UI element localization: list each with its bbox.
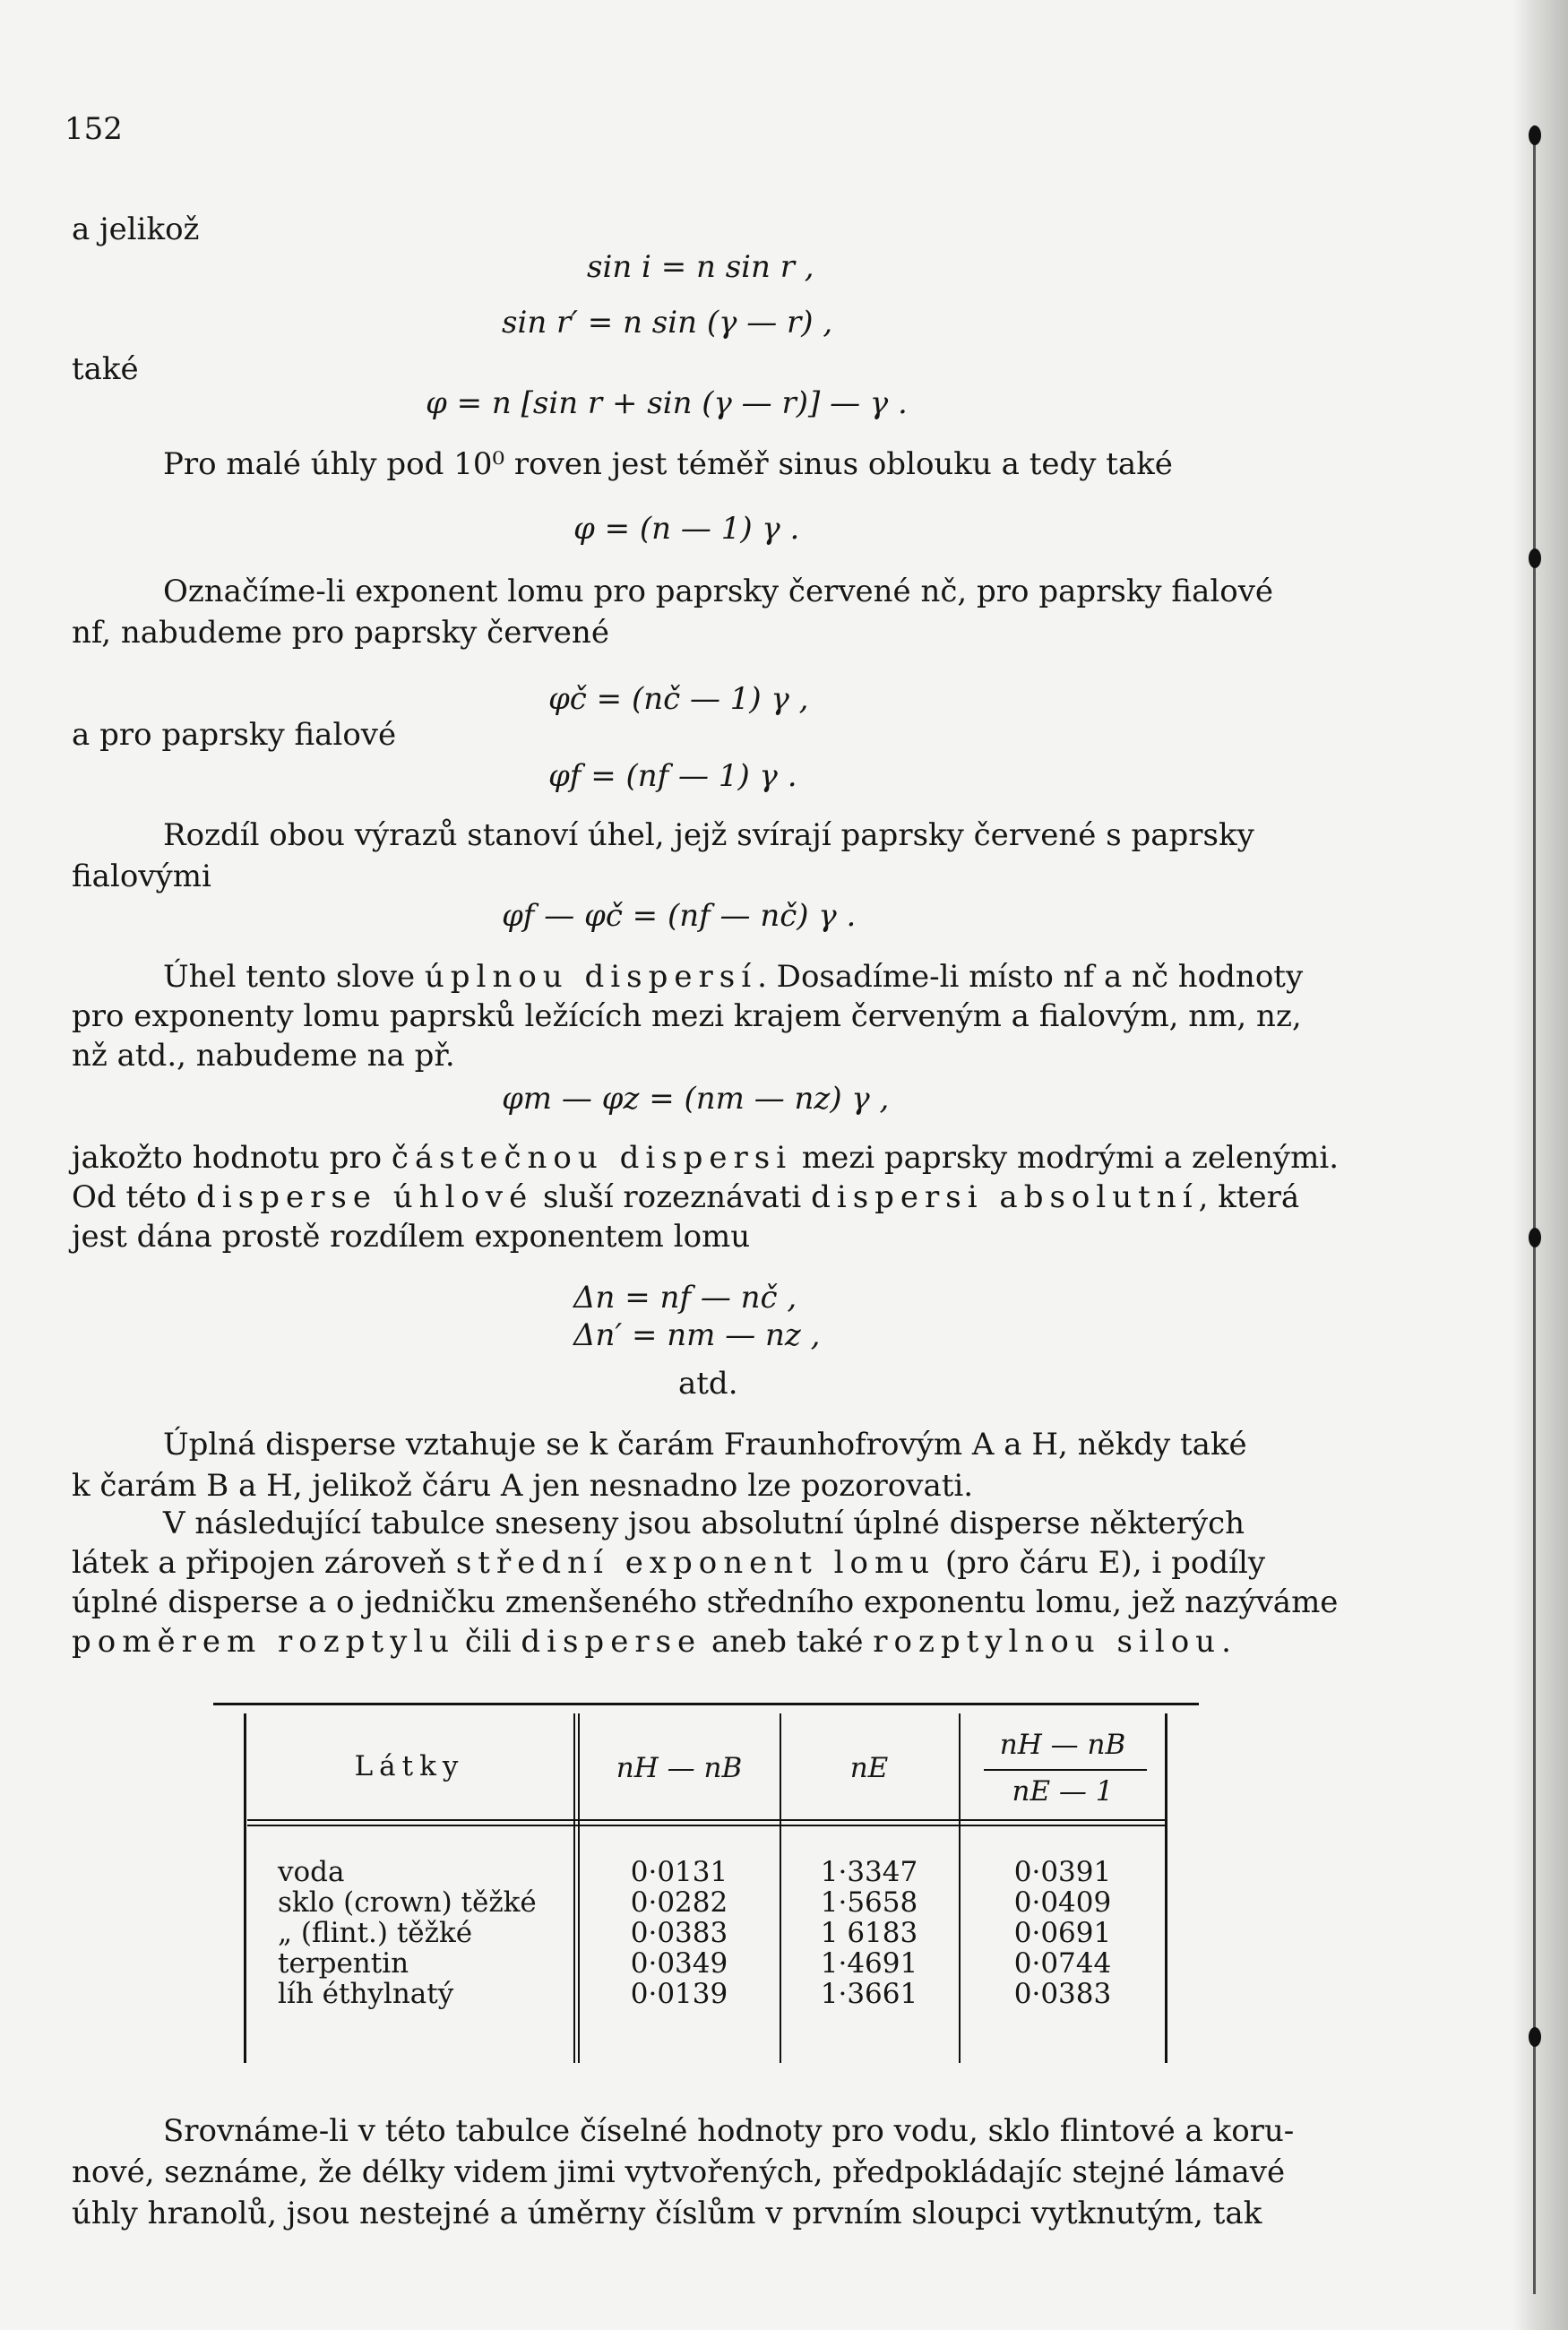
table-cell-ratio: 0·0409 [1013, 1886, 1112, 1919]
table-cell-name: terpentin [278, 1947, 409, 1980]
equation: φ = (n — 1) γ . [573, 511, 800, 547]
text-line: jest dána prostě rozdílem exponentem lomu [72, 1219, 751, 1255]
equation: sin i = n sin r , [587, 249, 814, 285]
spaced-term: poměrem rozptylu [72, 1624, 456, 1660]
text-line: V následující tabulce sneseny jsou absolutní úplné disperse některých [163, 1506, 1245, 1541]
text-line: úplné disperse a o jedničku zmenšeného středního exponentu lomu, jež nazýváme [72, 1584, 1339, 1620]
column-header-numerator: nH — nB [999, 1729, 1126, 1761]
text-line: a jelikož [72, 211, 200, 247]
text-line: také [72, 351, 139, 387]
spaced-term: disperse úhlové [196, 1179, 534, 1215]
edge-mark [1529, 548, 1541, 568]
edge-mark [1529, 1228, 1541, 1247]
edge-mark [1529, 125, 1541, 145]
text-line: k čarám B a H, jelikož čáru A jen nesnadno lze pozorovati. [72, 1468, 974, 1504]
spaced-term: disperse [521, 1624, 702, 1660]
table-cell-ratio: 0·0391 [1013, 1856, 1112, 1888]
equation: φ = n [sin r + sin (γ — r)] — γ . [426, 385, 908, 421]
page-edge-shadow [1512, 0, 1568, 2330]
table-cell-diff: 0·0349 [630, 1947, 728, 1980]
page-number: 152 [65, 111, 123, 147]
column-header: nH — nB [616, 1752, 743, 1784]
table-cell-name: „ (flint.) těžké [278, 1917, 473, 1949]
table-cell-name: sklo (crown) těžké [278, 1886, 537, 1919]
table-cell-diff: 0·0139 [630, 1978, 728, 2010]
binding-edge-line [1533, 125, 1536, 2294]
table-cell-ne: 1·5658 [820, 1886, 918, 1919]
text-line: Srovnáme-li v této tabulce číselné hodnoty pro vodu, sklo flintové a koru- [163, 2113, 1295, 2149]
table-cell-ne: 1·3347 [820, 1856, 918, 1888]
equation: sin r′ = n sin (γ — r) , [502, 305, 833, 341]
table-cell-diff: 0·0282 [630, 1886, 728, 1919]
table-cell-name: líh éthylnatý [278, 1978, 454, 2010]
table-cell-name: voda [278, 1856, 345, 1888]
text-line: nf, nabudeme pro paprsky červené [72, 615, 609, 651]
table-cell-ratio: 0·0383 [1013, 1978, 1112, 2010]
text-line: úhly hranolů, jsou nestejné a úměrny číslům v prvním sloupci vytknutým, tak [72, 2196, 1262, 2231]
text-line: Od této disperse úhlové sluší rozeznávati dispersi absolutní, která [72, 1179, 1300, 1215]
text-line: Označíme-li exponent lomu pro paprsky červené nč, pro paprsky fialové [163, 574, 1274, 609]
text-line: poměrem rozptylu čili disperse aneb také rozptylnou silou. [72, 1624, 1231, 1660]
text-line: pro exponenty lomu paprsků ležících mezi krajem červeným a fialovým, nm, nz, [72, 998, 1302, 1034]
table-cell-ne: 1·3661 [820, 1978, 918, 2010]
table-cell-ratio: 0·0691 [1013, 1917, 1112, 1949]
table-cell-ne: 1 6183 [820, 1917, 918, 1949]
text-line: fialovými [72, 859, 211, 894]
equation: φf = (nf — 1) γ . [548, 758, 797, 794]
column-header-denominator: nE — 1 [1012, 1775, 1114, 1808]
text-line: látek a připojen zároveň střední exponent lomu (pro čáru E), i podíly [72, 1545, 1266, 1581]
equation-etc: atd. [678, 1366, 738, 1402]
text-line: Rozdíl obou výrazů stanoví úhel, jejž svírají paprsky červené s paprsky [163, 817, 1254, 853]
spaced-term: střední exponent lomu [455, 1545, 936, 1581]
table-cell-diff: 0·0131 [630, 1856, 728, 1888]
equation: Δn′ = nm — nz , [573, 1317, 821, 1353]
text-line: nž atd., nabudeme na př. [72, 1038, 455, 1074]
spaced-term: částečnou dispersi [391, 1140, 793, 1176]
equation: φm — φz = (nm — nz) γ , [502, 1081, 890, 1117]
text-line: jakožto hodnotu pro částečnou dispersi mezi paprsky modrými a zelenými. [72, 1140, 1339, 1176]
edge-mark [1529, 2027, 1541, 2047]
spaced-term: rozptylnou silou [873, 1624, 1222, 1660]
text-line: Pro malé úhly pod 10⁰ roven jest téměř sinus oblouku a tedy také [163, 446, 1173, 482]
text-line: a pro paprsky fialové [72, 717, 397, 753]
column-header: nE [849, 1752, 889, 1784]
text-line: nové, seznáme, že délky videm jimi vytvořených, předpokládajíc stejné lámavé [72, 2154, 1286, 2190]
equation: φf — φč = (nf — nč) γ . [502, 898, 857, 934]
table-cell-ratio: 0·0744 [1013, 1947, 1112, 1980]
table-cell-diff: 0·0383 [630, 1917, 728, 1949]
text-line: Úhel tento slove úplnou dispersí. Dosadíme-li místo nf a nč hodnoty [163, 959, 1304, 995]
equation: φč = (nč — 1) γ , [548, 681, 809, 717]
column-header: Látky [354, 1750, 465, 1782]
spaced-term: dispersi absolutní [811, 1179, 1199, 1215]
equation: Δn = nf — nč , [573, 1280, 797, 1316]
text-line: Úplná disperse vztahuje se k čarám Fraunhofrovým A a H, někdy také [163, 1427, 1247, 1463]
spaced-term: úplnou dispersí [424, 959, 758, 995]
table-cell-ne: 1·4691 [820, 1947, 918, 1980]
